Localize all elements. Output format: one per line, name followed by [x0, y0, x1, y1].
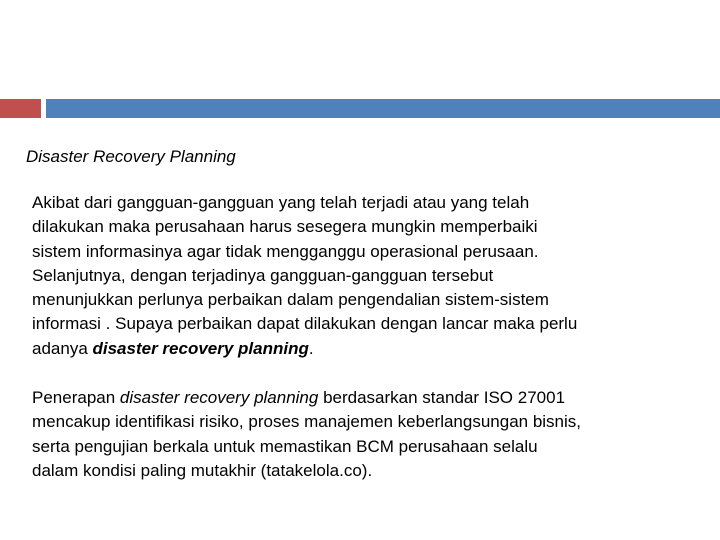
text-segment: berdasarkan standar ISO 27001 — [318, 388, 566, 407]
paragraph-line: mencakup identifikasi risiko, proses manajemen keberlangsungan bisnis, — [32, 412, 582, 432]
paragraph-line: dilakukan maka perusahaan harus sesegera mungkin memperbaiki — [32, 217, 538, 237]
text-segment: adanya — [32, 338, 93, 358]
paragraph-line: informasi . Supaya perbaikan dapat dilakukan dengan lancar maka perlu — [32, 314, 578, 334]
text-segment: . — [308, 338, 314, 358]
italic-term: disaster recovery planning — [119, 388, 319, 407]
slide-title: Disaster Recovery Planning — [26, 147, 236, 166]
accent-bar-red — [0, 99, 41, 118]
paragraph-line — [32, 337, 692, 361]
emphasized-term: disaster recovery planning — [92, 338, 309, 358]
accent-bar-blue — [46, 99, 720, 118]
paragraph-akibat — [32, 191, 692, 361]
paragraph-penerapan — [32, 386, 692, 483]
paragraph-line: dalam kondisi paling mutakhir (tatakelola.co). — [32, 460, 373, 480]
paragraph-line — [32, 386, 692, 410]
paragraph-line: serta pengujian berkala untuk memastikan BCM perusahaan selalu — [32, 436, 538, 456]
paragraph-line: Akibat dari gangguan-gangguan yang telah terjadi atau yang telah — [32, 193, 530, 212]
paragraph-line: menunjukkan perlunya perbaikan dalam pengendalian sistem-sistem — [32, 290, 549, 310]
paragraph-line: Selanjutnya, dengan terjadinya gangguan-gangguan tersebut — [32, 265, 494, 285]
paragraph-line: sistem informasinya agar tidak mengganggu operasional perusaan. — [32, 241, 539, 261]
text-segment: Penerapan — [32, 388, 120, 407]
